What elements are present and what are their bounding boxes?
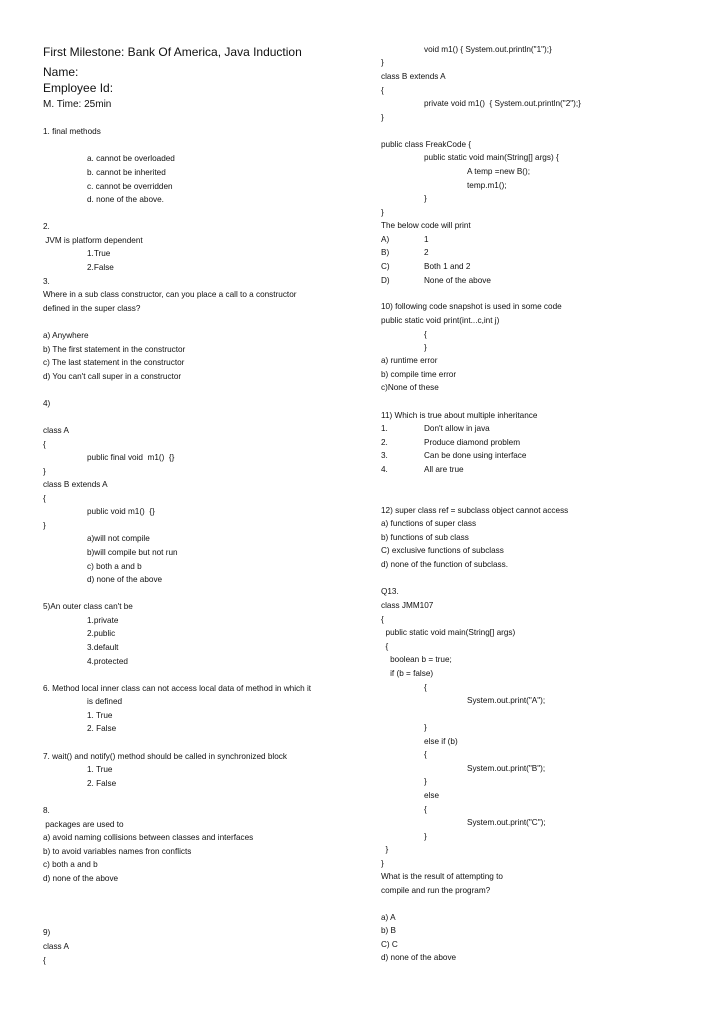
text-line: d. none of the above.	[87, 195, 164, 204]
text-line: 6. Method local inner class can not access local data of method in which it	[43, 684, 312, 693]
text-line: a)will not compile	[87, 534, 150, 543]
text-line: }	[43, 521, 46, 530]
text-line: {	[43, 956, 46, 965]
text-line: 3.	[43, 277, 50, 286]
text-line: 2	[424, 248, 429, 257]
text-line: 2.False	[87, 263, 114, 272]
text-line: 4)	[43, 399, 51, 408]
text-line: }	[381, 859, 384, 868]
text-line: packages are used to	[43, 820, 124, 829]
text-line: 8.	[43, 806, 50, 815]
text-line: a) avoid naming collisions between classes and interfaces	[43, 833, 254, 842]
text-line: {	[424, 683, 427, 692]
text-line: A)	[381, 235, 390, 244]
text-line: defined in the super class?	[43, 304, 141, 313]
text-line: }	[381, 208, 384, 217]
text-line: public static void main(String[] args)	[381, 628, 516, 637]
text-line: d) none of the above	[381, 953, 457, 962]
text-line: What is the result of attempting to	[381, 872, 503, 881]
text-line: 4.	[381, 465, 388, 474]
text-line: b) compile time error	[381, 370, 457, 379]
text-line: 7. wait() and notify() method should be called in synchronized block	[43, 752, 287, 761]
text-line: class B extends A	[381, 72, 446, 81]
text-line: 10) following code snapshot is used in some code	[381, 302, 562, 311]
text-line: 1. True	[87, 765, 113, 774]
text-line: 11) Which is true about multiple inheritance	[381, 411, 538, 420]
text-line: }	[43, 467, 46, 476]
text-line: boolean b = true;	[381, 655, 452, 664]
text-line: {	[381, 615, 384, 624]
text-line: class A	[43, 426, 69, 435]
text-line: class JMM107	[381, 601, 434, 610]
text-line: a) functions of super class	[381, 519, 477, 528]
text-line: public final void m1() {}	[87, 453, 175, 462]
text-line: a) runtime error	[381, 356, 438, 365]
text-line: c. cannot be overridden	[87, 182, 173, 191]
text-line: C)	[381, 262, 390, 271]
text-line: void m1() { System.out.println("1");}	[424, 45, 552, 54]
name-label: Name:	[43, 65, 79, 79]
text-line: b) The first statement in the constructor	[43, 345, 186, 354]
text-line: a) A	[381, 913, 396, 922]
text-line: else if (b)	[424, 737, 458, 746]
text-line: {	[43, 494, 46, 503]
time-label: M. Time: 25min	[43, 99, 112, 110]
employee-id-label: Employee Id:	[43, 81, 114, 95]
text-line: if (b = false)	[381, 669, 434, 678]
text-line: 2. False	[87, 724, 117, 733]
text-line: }	[381, 58, 384, 67]
text-line: else	[424, 791, 440, 800]
text-line: {	[424, 330, 427, 339]
text-line: d) none of the above	[43, 874, 119, 883]
text-line: 2.	[43, 222, 50, 231]
text-line: }	[424, 832, 427, 841]
text-line: All are true	[424, 465, 464, 474]
text-line: public void m1() {}	[87, 507, 155, 516]
text-line: d) none of the above	[87, 575, 163, 584]
text-line: }	[424, 777, 427, 786]
text-line: {	[424, 750, 427, 759]
text-line: 1. final methods	[43, 127, 101, 136]
text-line: 3.default	[87, 643, 119, 652]
text-line: }	[424, 343, 427, 352]
text-line: 3.	[381, 451, 388, 460]
text-line: c)None of these	[381, 383, 439, 392]
text-line: public static void print(int...c,int j)	[381, 316, 500, 325]
text-line: Produce diamond problem	[424, 438, 521, 447]
text-line: B)	[381, 248, 390, 257]
text-line: }	[381, 113, 384, 122]
text-line: {	[381, 86, 384, 95]
text-line: a) Anywhere	[43, 331, 89, 340]
text-line: d) none of the function of subclass.	[381, 560, 508, 569]
text-line: b) to avoid variables names fron conflicts	[43, 847, 192, 856]
text-line: The below code will print	[381, 221, 471, 230]
text-line: None of the above	[424, 276, 491, 285]
text-line: 2. False	[87, 779, 117, 788]
text-line: D)	[381, 276, 390, 285]
text-line: b) functions of sub class	[381, 533, 469, 542]
text-line: 12) super class ref = subclass object cannot access	[381, 506, 569, 515]
text-line: c) both a and b	[87, 562, 142, 571]
text-line: 1.	[381, 424, 388, 433]
text-line: b) B	[381, 926, 397, 935]
text-line: 1.True	[87, 249, 111, 258]
text-line: Where in a sub class constructor, can you place a call to a constructor	[43, 290, 297, 299]
text-line: Both 1 and 2	[424, 262, 471, 271]
text-line: Don't allow in java	[424, 424, 490, 433]
text-line: C) exclusive functions of subclass	[381, 546, 504, 555]
text-line: 2.	[381, 438, 388, 447]
text-line: 1.private	[87, 616, 119, 625]
text-line: d) You can't call super in a constructor	[43, 372, 182, 381]
text-line: {	[424, 805, 427, 814]
text-line: }	[424, 723, 427, 732]
text-line: 2.public	[87, 629, 116, 638]
text-line: private void m1() { System.out.println("2");}	[424, 99, 581, 108]
page-title: First Milestone: Bank Of America, Java Induction	[43, 45, 302, 59]
text-line: System.out.print("C");	[467, 818, 546, 827]
text-line: 4.protected	[87, 657, 128, 666]
text-line: 1	[424, 235, 429, 244]
text-line: b)will compile but not run	[87, 548, 178, 557]
text-line: class A	[43, 942, 69, 951]
text-line: is defined	[87, 697, 123, 706]
text-line: }	[381, 845, 389, 854]
text-line: c) The last statement in the constructor	[43, 358, 185, 367]
text-line: Can be done using interface	[424, 451, 527, 460]
text-line: b. cannot be inherited	[87, 168, 166, 177]
text-line: System.out.print("A");	[467, 696, 546, 705]
text-line: Q13.	[381, 587, 399, 596]
text-line: C) C	[381, 940, 398, 949]
text-line: c) both a and b	[43, 860, 98, 869]
text-line: public static void main(String[] args) {	[424, 153, 559, 162]
text-line: {	[381, 642, 389, 651]
text-line: A temp =new B();	[467, 167, 531, 176]
text-line: a. cannot be overloaded	[87, 154, 175, 163]
text-line: JVM is platform dependent	[43, 236, 143, 245]
text-line: System.out.print("B");	[467, 764, 546, 773]
text-line: {	[43, 440, 46, 449]
text-line: }	[424, 194, 427, 203]
text-line: 1. True	[87, 711, 113, 720]
text-line: temp.m1();	[467, 181, 507, 190]
text-line: 5)An outer class can't be	[43, 602, 133, 611]
text-line: class B extends A	[43, 480, 108, 489]
text-line: 9)	[43, 928, 51, 937]
text-line: compile and run the program?	[381, 886, 491, 895]
text-line: public class FreakCode {	[381, 140, 472, 149]
